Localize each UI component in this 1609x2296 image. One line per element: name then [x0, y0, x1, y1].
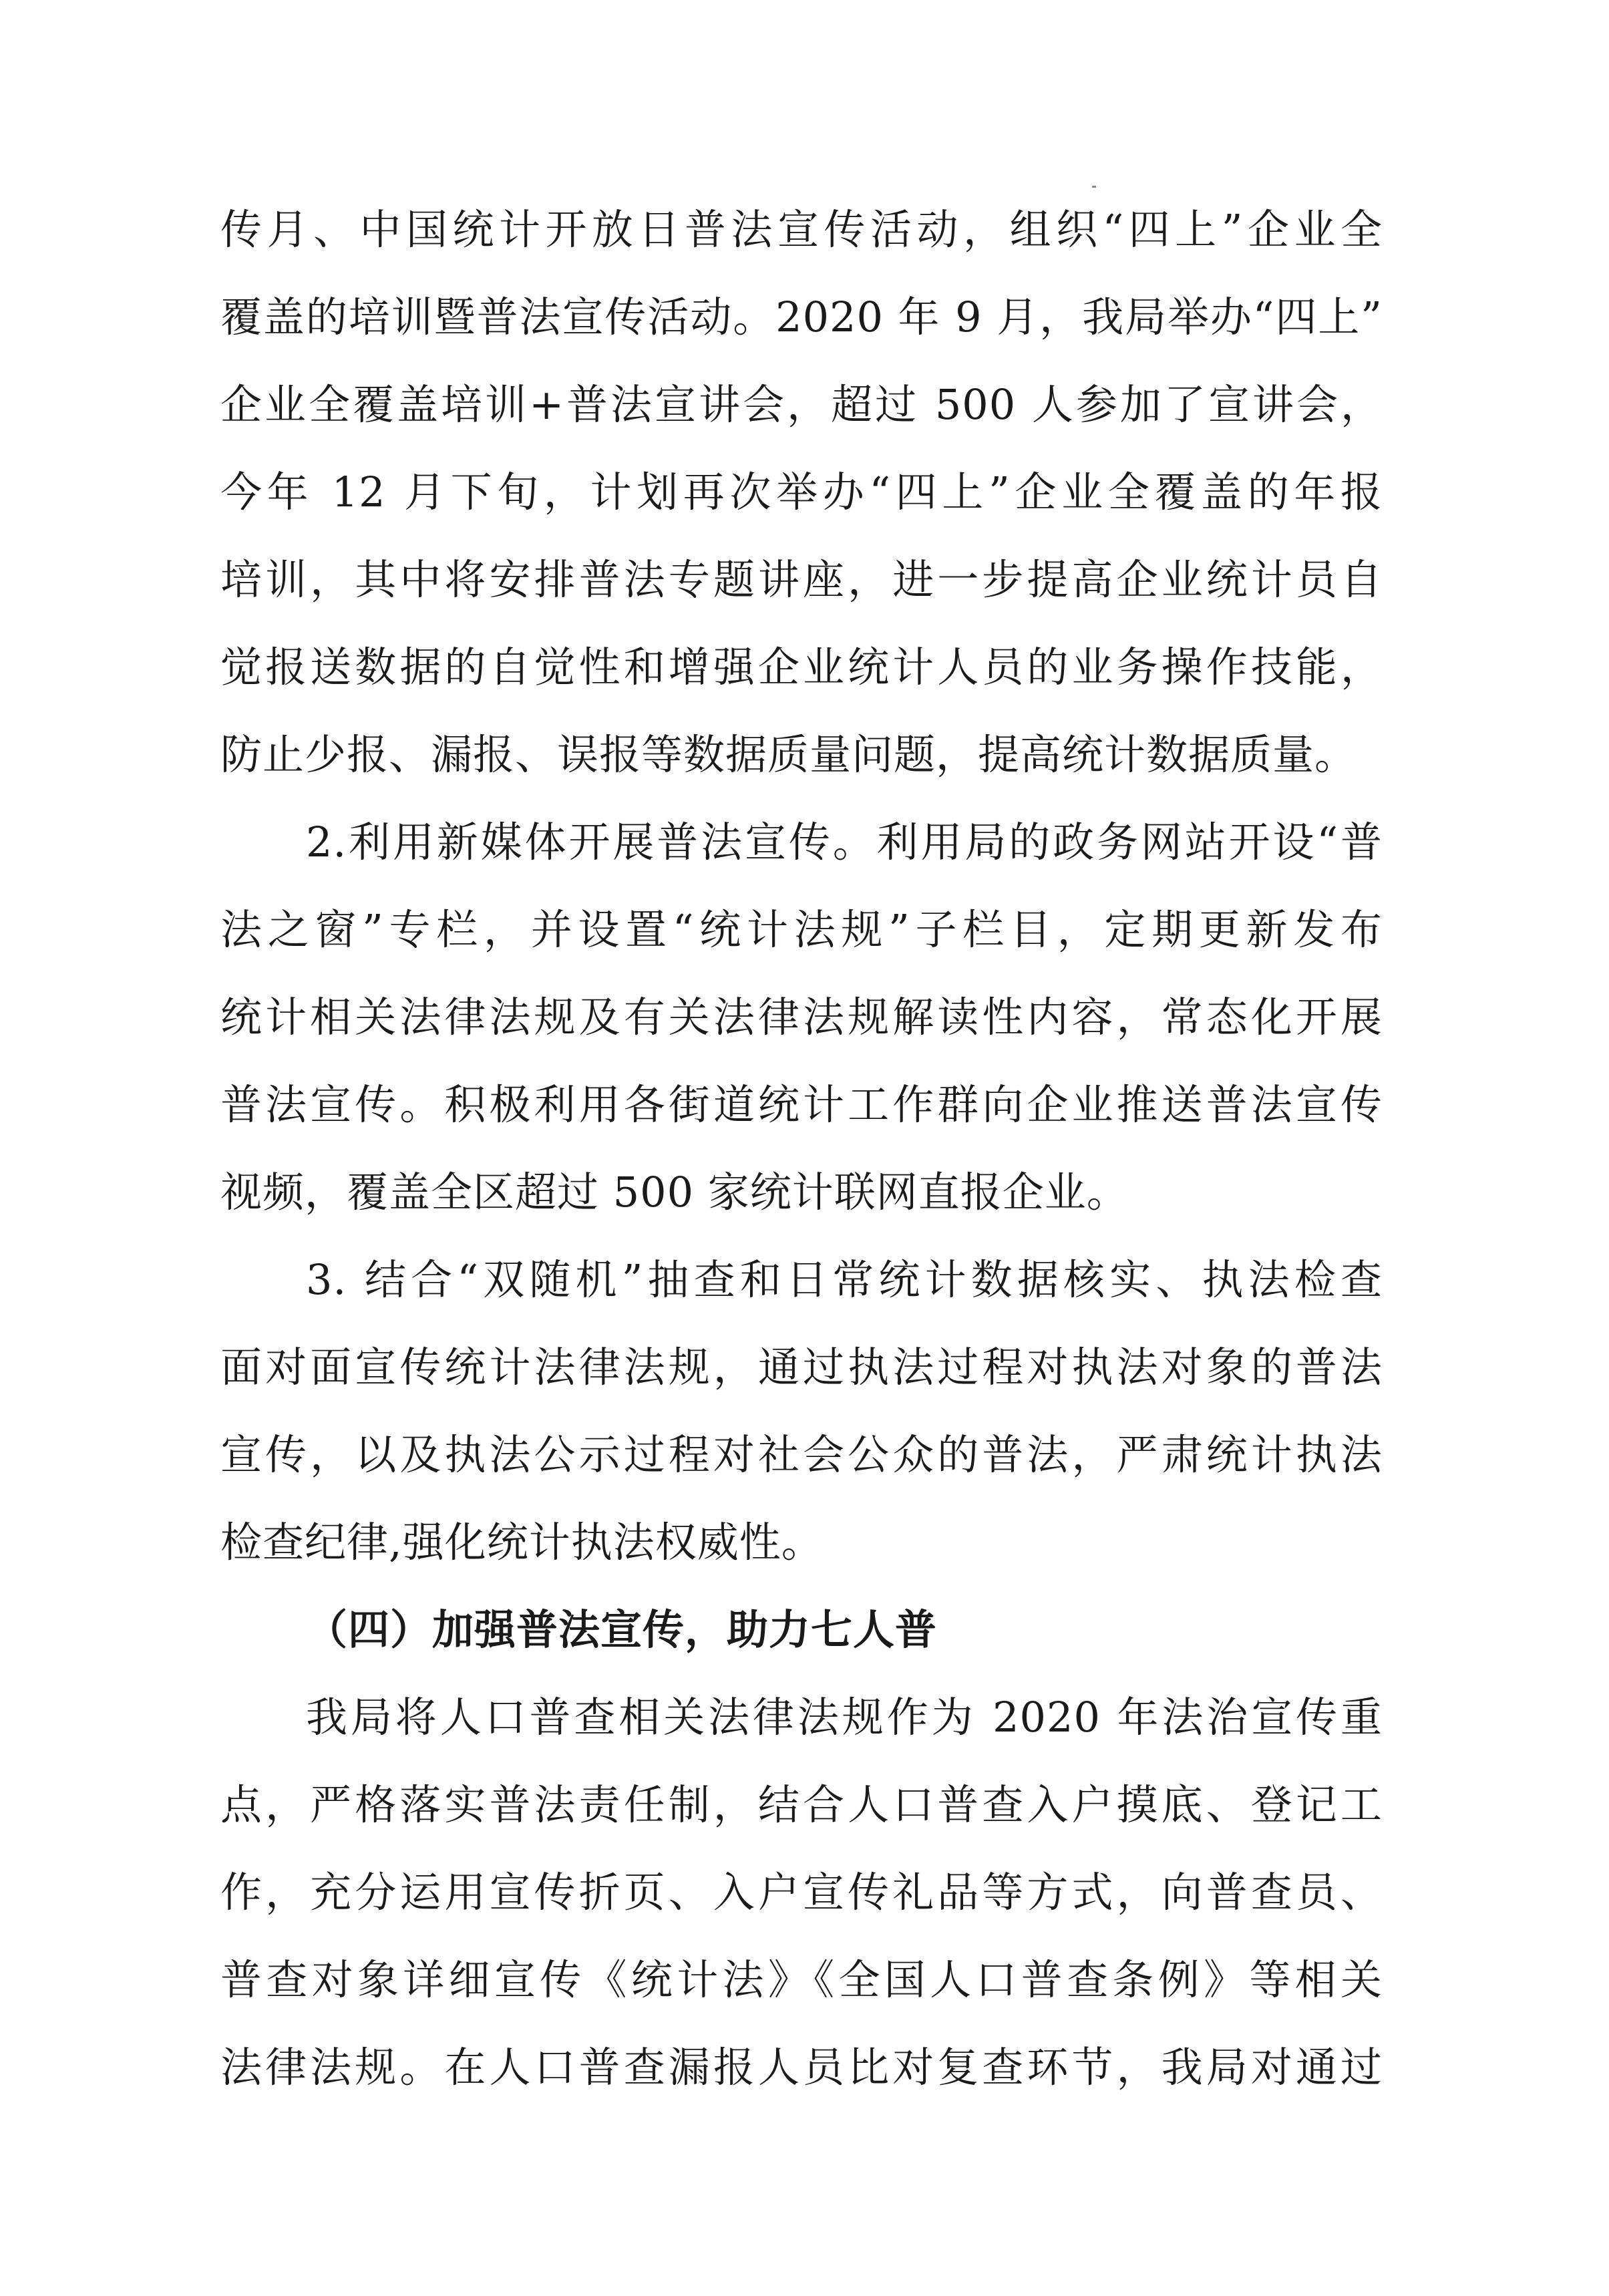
paragraph-line: 检查纪律,强化统计执法权威性。 [220, 1518, 824, 1567]
paragraph-line: 普查对象详细宣传《统计法》《全国人口普查条例》等相关 [220, 1955, 1383, 2004]
paragraph-line: 今年 12 月下旬，计划再次举办“四上”企业全覆盖的年报 [220, 468, 1383, 516]
paragraph-line: 覆盖的培训暨普法宣传活动。2020 年 9 月，我局举办“四上” [220, 293, 1383, 341]
paragraph-line: 普法宣传。积极利用各街道统计工作群向企业推送普法宣传 [220, 1080, 1383, 1129]
paragraph-line: 视频，覆盖全区超过 500 家统计联网直报企业。 [220, 1168, 1129, 1216]
paragraph-line: 宣传，以及执法公示过程对社会公众的普法，严肃统计执法 [220, 1430, 1383, 1479]
paragraph-line: 法之窗”专栏，并设置“统计法规”子栏目，定期更新发布 [220, 905, 1383, 954]
paragraph-line: 2.利用新媒体开展普法宣传。利用局的政务网站开设“普 [306, 818, 1383, 866]
paragraph-line: 我局将人口普查相关法律法规作为 2020 年法治宣传重 [306, 1693, 1383, 1742]
paragraph-line: 防止少报、漏报、误报等数据质量问题，提高统计数据质量。 [220, 730, 1357, 779]
paragraph-line: 作，充分运用宣传折页、入户宣传礼品等方式，向普查员、 [220, 1868, 1383, 1917]
paragraph-line: 培训，其中将安排普法专题讲座，进一步提高企业统计员自 [220, 555, 1383, 604]
paragraph-line: 3. 结合“双随机”抽查和日常统计数据核实、执法检查 [306, 1255, 1383, 1304]
paragraph-line: 面对面宣传统计法律法规，通过执法过程对执法对象的普法 [220, 1343, 1383, 1391]
body-text [220, 186, 1383, 2111]
paragraph-line: 觉报送数据的自觉性和增强企业统计人员的业务操作技能， [220, 643, 1383, 691]
paragraph-line: 统计相关法律法规及有关法律法规解读性内容，常态化开展 [220, 993, 1383, 1041]
paragraph-line: 法律法规。在人口普查漏报人员比对复查环节，我局对通过 [220, 2043, 1383, 2092]
paragraph-line: 企业全覆盖培训+普法宣讲会，超过 500 人参加了宣讲会， [220, 380, 1383, 429]
paragraph-line: 传月、中国统计开放日普法宣传活动，组织“四上”企业全 [220, 205, 1383, 254]
section-heading: （四）加强普法宣传，助力七人普 [306, 1605, 938, 1654]
paragraph-line: 点，严格落实普法责任制，结合人口普查入户摸底、登记工 [220, 1780, 1383, 1829]
